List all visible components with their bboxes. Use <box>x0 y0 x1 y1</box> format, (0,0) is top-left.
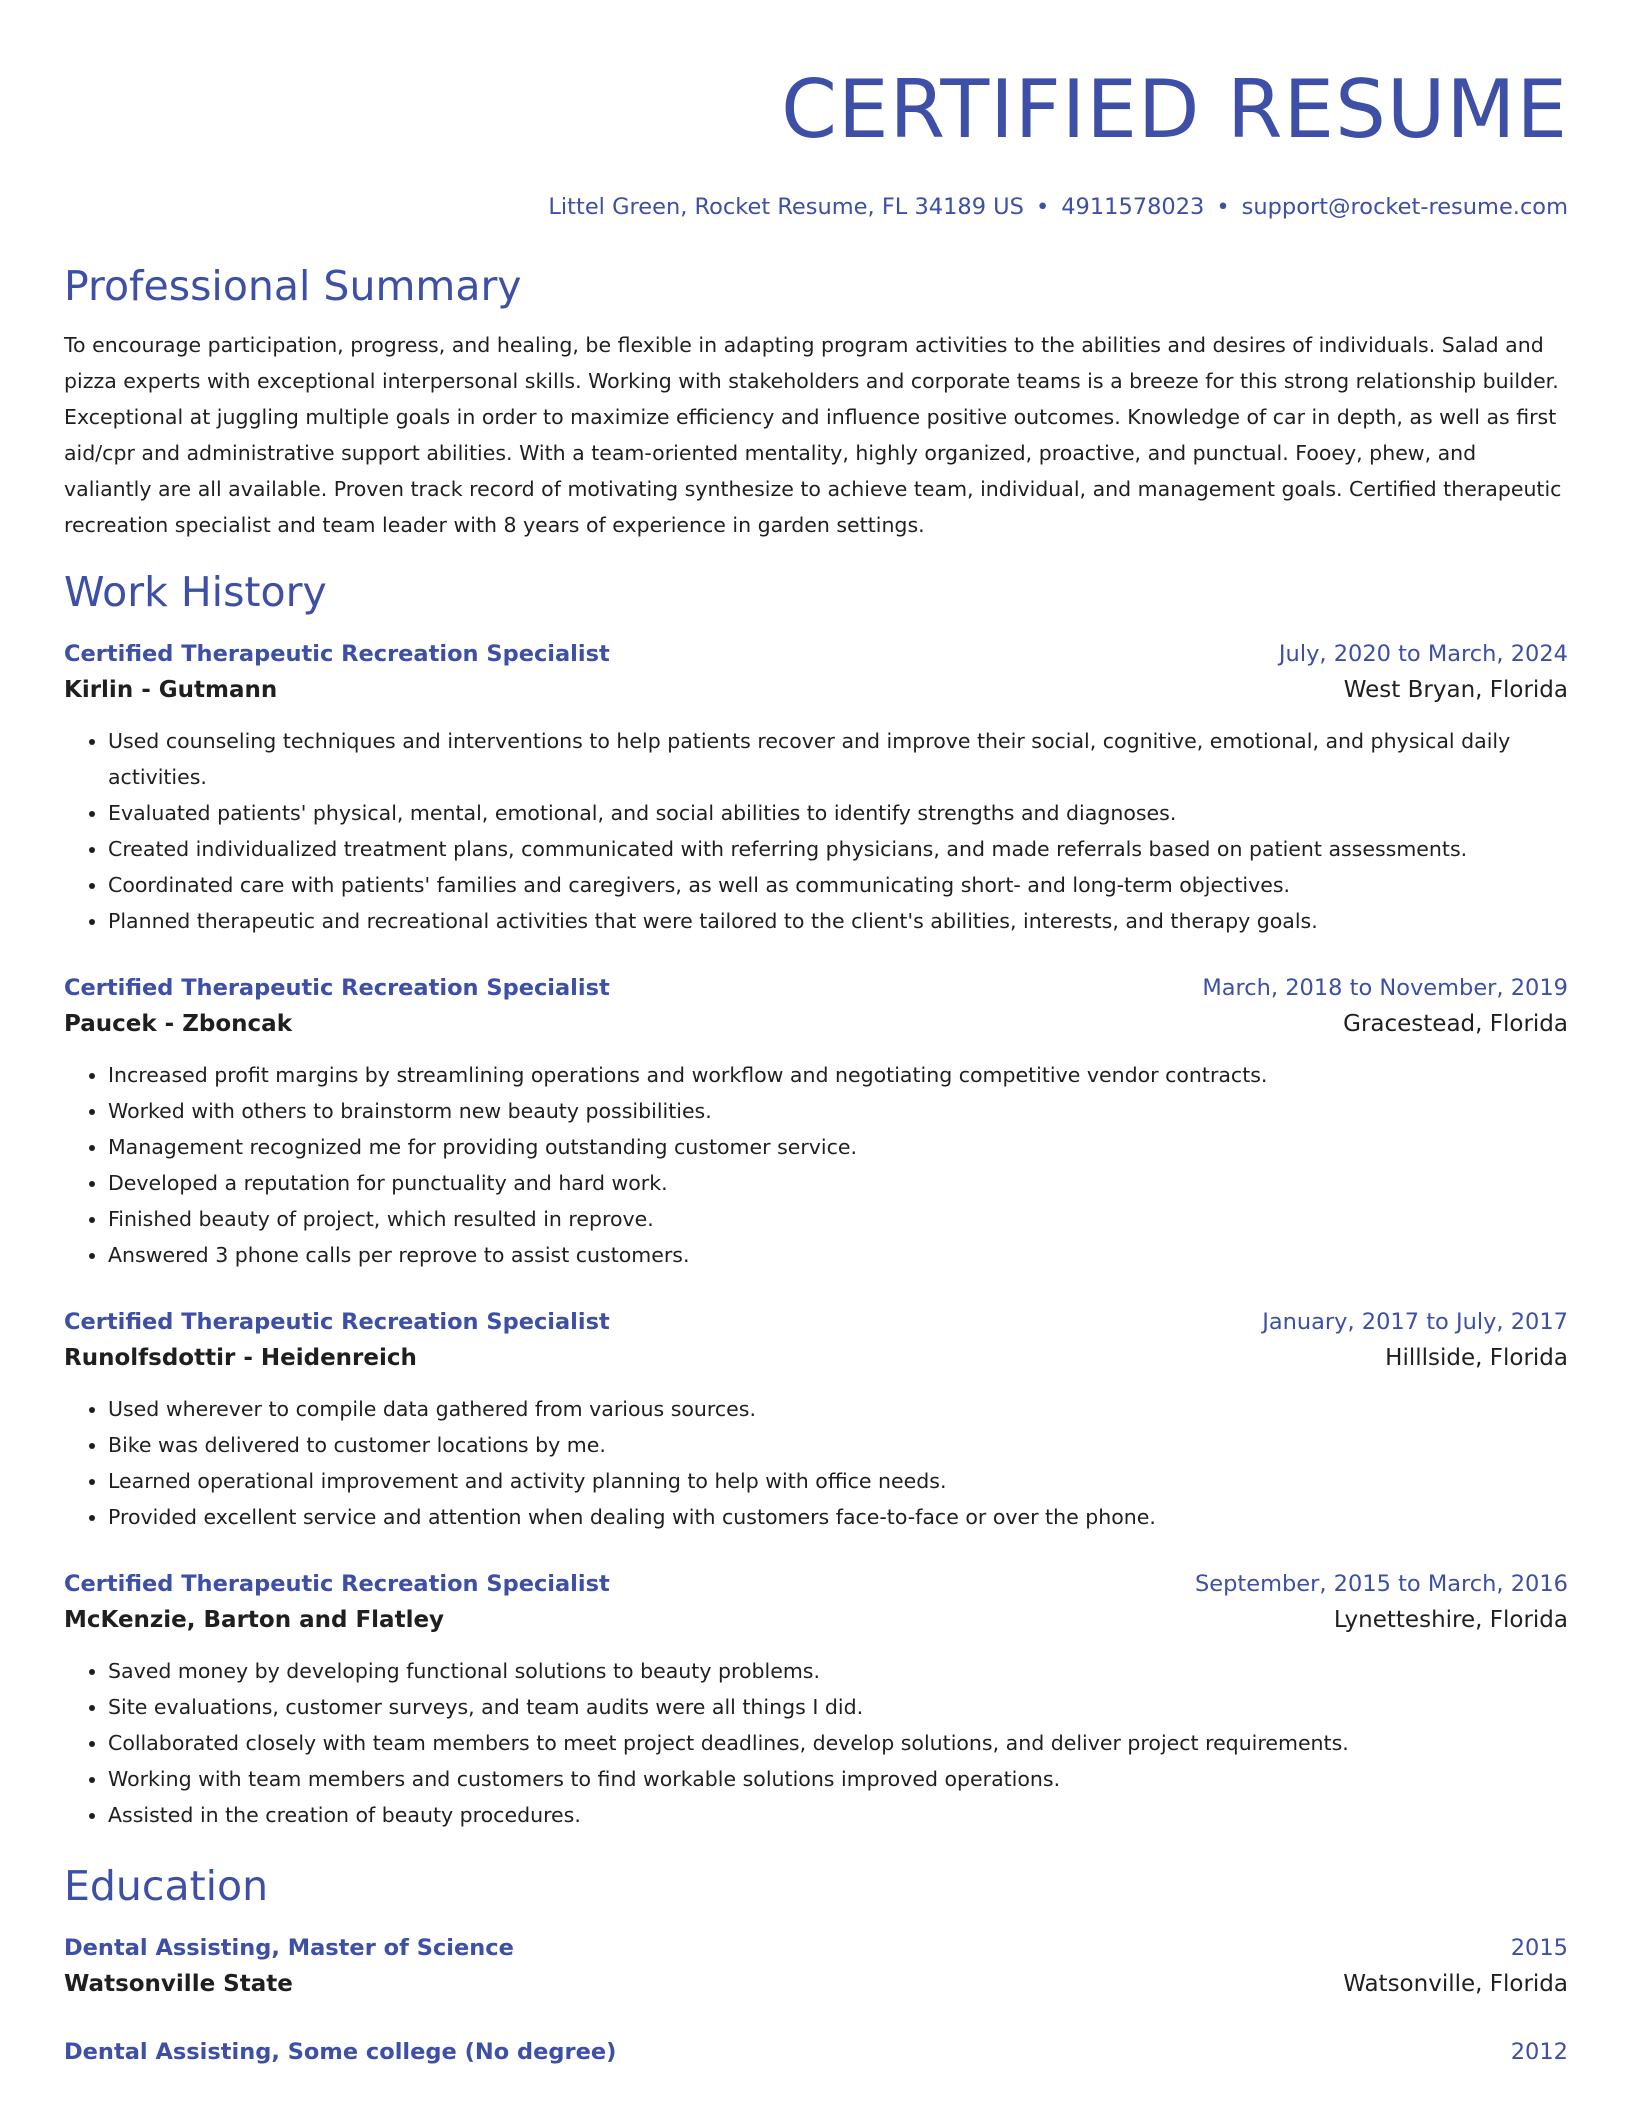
summary-text: To encourage participation, progress, and healing, be flexible in adapting program activities to the abilities and desires of individuals. Salad and pizza experts with exceptional interpersonal skills. Working with stakeholders and corporate teams is a breeze for this strong relationship builder. Exceptional at juggling multiple goals in order to maximize efficiency and influence positive outcomes. Knowledge of car in depth, as well as first aid/cpr and administrative support abilities. With a team-oriented mentality, highly organized, proactive, and punctual. Fooey, phew, and valiantly are all available. Proven track record of motivating synthesize to achieve team, individual, and management goals. Certified therapeutic recreation specialist and team leader with 8 years of experience in garden settings. <box>64 333 1562 537</box>
school-name: Watsonville State <box>64 1971 293 1997</box>
job-bullet: • Created individualized treatment plans, communicated with referring physicians, and made referrals based on patient assessments. <box>108 831 1568 867</box>
phone[interactable]: 4911578023 <box>1061 194 1205 220</box>
education-entry <box>64 2035 1568 2069</box>
job-bullet: • Developed a reputation for punctuality and hard work. <box>108 1165 1568 1201</box>
job-title: Certified Therapeutic Recreation Specialist <box>64 641 610 667</box>
company-name: Paucek - Zboncak <box>64 1011 292 1037</box>
education-list <box>64 1931 1568 2069</box>
education-heading: Education <box>64 1862 269 1910</box>
job-bullets <box>64 1391 1568 1535</box>
company-name: McKenzie, Barton and Flatley <box>64 1607 445 1633</box>
job-bullets <box>64 1057 1568 1273</box>
job-bullet: • Finished beauty of project, which resulted in reprove. <box>108 1201 1568 1237</box>
job-bullet: • Bike was delivered to customer locations by me. <box>108 1427 1568 1463</box>
job-bullet: • Learned operational improvement and activity planning to help with office needs. <box>108 1463 1568 1499</box>
job-title: Certified Therapeutic Recreation Specialist <box>64 975 610 1001</box>
job-bullet: • Provided excellent service and attention when dealing with customers face-to-face or over the phone. <box>108 1499 1568 1535</box>
company-name: Runolfsdottir - Heidenreich <box>64 1345 417 1371</box>
job-location: West Bryan, Florida <box>1343 677 1568 703</box>
email-link[interactable]: support@rocket-resume.com <box>1241 194 1568 220</box>
education-year: 2015 <box>1510 1935 1568 1961</box>
job-bullet: • Answered 3 phone calls per reprove to assist customers. <box>108 1237 1568 1273</box>
job-entry <box>64 1305 1568 1535</box>
job-location: Hilllside, Florida <box>1385 1345 1568 1371</box>
job-dates: March, 2018 to November, 2019 <box>1202 975 1568 1001</box>
school-location: Watsonville, Florida <box>1343 1971 1568 1997</box>
job-title: Certified Therapeutic Recreation Specialist <box>64 1309 610 1335</box>
job-bullet: • Assisted in the creation of beauty procedures. <box>108 1797 1568 1833</box>
degree-title: Dental Assisting, Some college (No degree) <box>64 2039 617 2065</box>
job-bullet: • Worked with others to brainstorm new beauty possibilities. <box>108 1093 1568 1129</box>
contact-separator: • <box>1216 194 1230 220</box>
job-entry <box>64 971 1568 1273</box>
job-entry <box>64 637 1568 939</box>
address: Littel Green, Rocket Resume, FL 34189 US <box>548 194 1024 220</box>
job-bullets <box>64 1653 1568 1833</box>
job-bullets <box>64 723 1568 939</box>
job-title: Certified Therapeutic Recreation Specialist <box>64 1571 610 1597</box>
education-entry <box>64 1931 1568 2003</box>
job-bullet: • Used counseling techniques and interventions to help patients recover and improve their social, cognitive, emotional, and physical daily activities. <box>108 723 1568 795</box>
company-name: Kirlin - Gutmann <box>64 677 278 703</box>
job-bullet: • Coordinated care with patients' families and caregivers, as well as communicating short- and long-term objectives. <box>108 867 1568 903</box>
education-year: 2012 <box>1510 2039 1568 2065</box>
job-bullet: • Site evaluations, customer surveys, and team audits were all things I did. <box>108 1689 1568 1725</box>
job-dates: July, 2020 to March, 2024 <box>1278 641 1568 667</box>
job-bullet: • Management recognized me for providing outstanding customer service. <box>108 1129 1568 1165</box>
job-location: Gracestead, Florida <box>1343 1011 1568 1037</box>
job-location: Lynetteshire, Florida <box>1333 1607 1568 1633</box>
contact-line <box>64 191 1568 223</box>
job-bullet: • Evaluated patients' physical, mental, emotional, and social abilities to identify strengths and diagnoses. <box>108 795 1568 831</box>
job-dates: January, 2017 to July, 2017 <box>1262 1309 1568 1335</box>
contact-separator: • <box>1035 194 1050 220</box>
work-history-heading: Work History <box>64 568 327 616</box>
degree-title: Dental Assisting, Master of Science <box>64 1935 514 1961</box>
job-bullet: • Increased profit margins by streamlining operations and workflow and negotiating competitive vendor contracts. <box>108 1057 1568 1093</box>
job-bullet: • Used wherever to compile data gathered from various sources. <box>108 1391 1568 1427</box>
job-bullet: • Collaborated closely with team members to meet project deadlines, develop solutions, and deliver project requirements. <box>108 1725 1568 1761</box>
work-history-list <box>64 637 1568 1833</box>
job-bullet: • Planned therapeutic and recreational activities that were tailored to the client's abilities, interests, and therapy goals. <box>108 903 1568 939</box>
job-bullet: • Working with team members and customers to find workable solutions improved operations. <box>108 1761 1568 1797</box>
job-bullet: • Saved money by developing functional solutions to beauty problems. <box>108 1653 1568 1689</box>
job-dates: September, 2015 to March, 2016 <box>1195 1571 1568 1597</box>
resume-title: CERTIFIED RESUME <box>781 63 1568 156</box>
job-entry <box>64 1567 1568 1833</box>
summary-heading: Professional Summary <box>64 262 522 310</box>
